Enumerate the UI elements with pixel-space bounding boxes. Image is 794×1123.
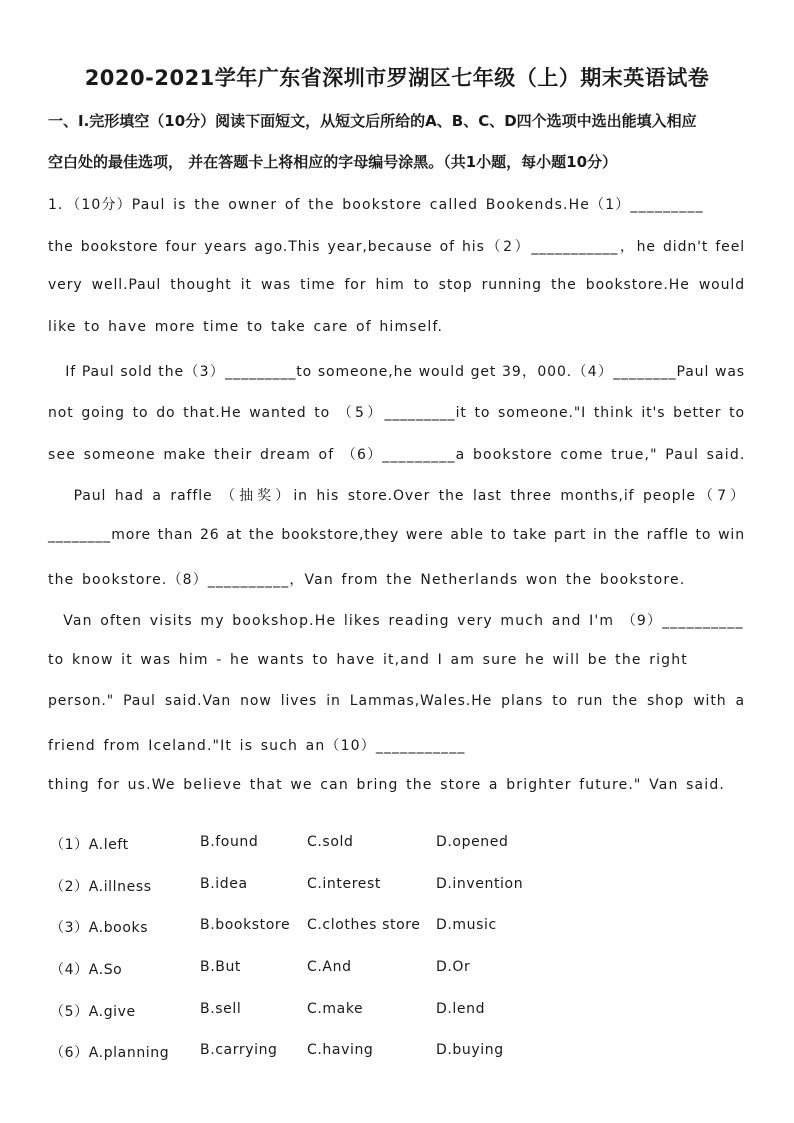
passage-line: not going to do that.He wanted to （5）_________it to someone."I think it's better to: [48, 405, 745, 421]
option-a: （5）A.give: [50, 1004, 136, 1020]
passage-line: see someone make their dream of （6）_________a bookstore come true," Paul said.: [48, 447, 746, 463]
option-c: C.clothes store: [307, 917, 421, 933]
passage-line: like to have more time to take care of himself.: [48, 319, 444, 335]
passage-line: very well.Paul thought it was time for him to stop running the bookstore.He would: [48, 277, 745, 293]
passage-line: the bookstore four years ago.This year,because of his（2）___________，he didn't feel: [48, 239, 745, 255]
option-c: C.And: [307, 959, 352, 975]
option-d: D.Or: [436, 959, 471, 975]
passage-line: If Paul sold the（3）_________to someone,he would get 39，000.（4）________Paul was: [48, 364, 745, 380]
option-a: （3）A.books: [50, 920, 149, 936]
option-b: B.carrying: [200, 1042, 278, 1058]
option-b: B.bookstore: [200, 917, 291, 933]
passage-line: Van often visits my bookshop.He likes reading very much and I'm （9）__________: [48, 613, 744, 629]
option-c: C.interest: [307, 876, 381, 892]
option-a: （6）A.planning: [50, 1045, 170, 1061]
option-b: B.idea: [200, 876, 248, 892]
passage-line: person." Paul said.Van now lives in Lammas,Wales.He plans to run the shop with a: [48, 693, 745, 709]
passage-line: to know it was him - he wants to have it,and I am sure he will be the right: [48, 652, 688, 668]
passage-line: 1．（10分）Paul is the owner of the bookstore called Bookends.He（1）_________: [48, 197, 704, 213]
option-d: D.opened: [436, 834, 509, 850]
option-c: C.make: [307, 1001, 364, 1017]
option-b: B.sell: [200, 1001, 242, 1017]
page-title: 2020-2021学年广东省深圳市罗湖区七年级（上）期末英语试卷: [84, 66, 710, 90]
passage-line: the bookstore.（8）__________，Van from the Netherlands won the bookstore.: [48, 572, 686, 588]
option-c: C.having: [307, 1042, 374, 1058]
section-heading-line-1: 一、I.完形填空（10分）阅读下面短文，从短文后所给的A、B、C、D四个选项中选出能填入相应: [48, 112, 697, 130]
option-d: D.invention: [436, 876, 524, 892]
passage-line: thing for us.We believe that we can bring the store a brighter future." Van said.: [48, 777, 725, 793]
option-b: B.But: [200, 959, 242, 975]
passage-line: friend from Iceland."It is such an（10）___________: [48, 738, 466, 754]
option-a: （4）A.So: [50, 962, 123, 978]
option-b: B.found: [200, 834, 259, 850]
passage-line: Paul had a raffle （抽奖）in his store.Over the last three months,if people（7）: [48, 488, 745, 504]
option-d: D.lend: [436, 1001, 486, 1017]
section-heading-line-2: 空白处的最佳选项， 并在答题卡上将相应的字母编号涂黑。（共1小题，每小题10分）: [48, 153, 618, 171]
option-a: （1）A.left: [50, 837, 129, 853]
option-d: D.buying: [436, 1042, 504, 1058]
option-a: （2）A.illness: [50, 879, 152, 895]
option-c: C.sold: [307, 834, 354, 850]
option-d: D.music: [436, 917, 497, 933]
passage-line: ________more than 26 at the bookstore,they were able to take part in the raffle to win: [48, 527, 745, 543]
